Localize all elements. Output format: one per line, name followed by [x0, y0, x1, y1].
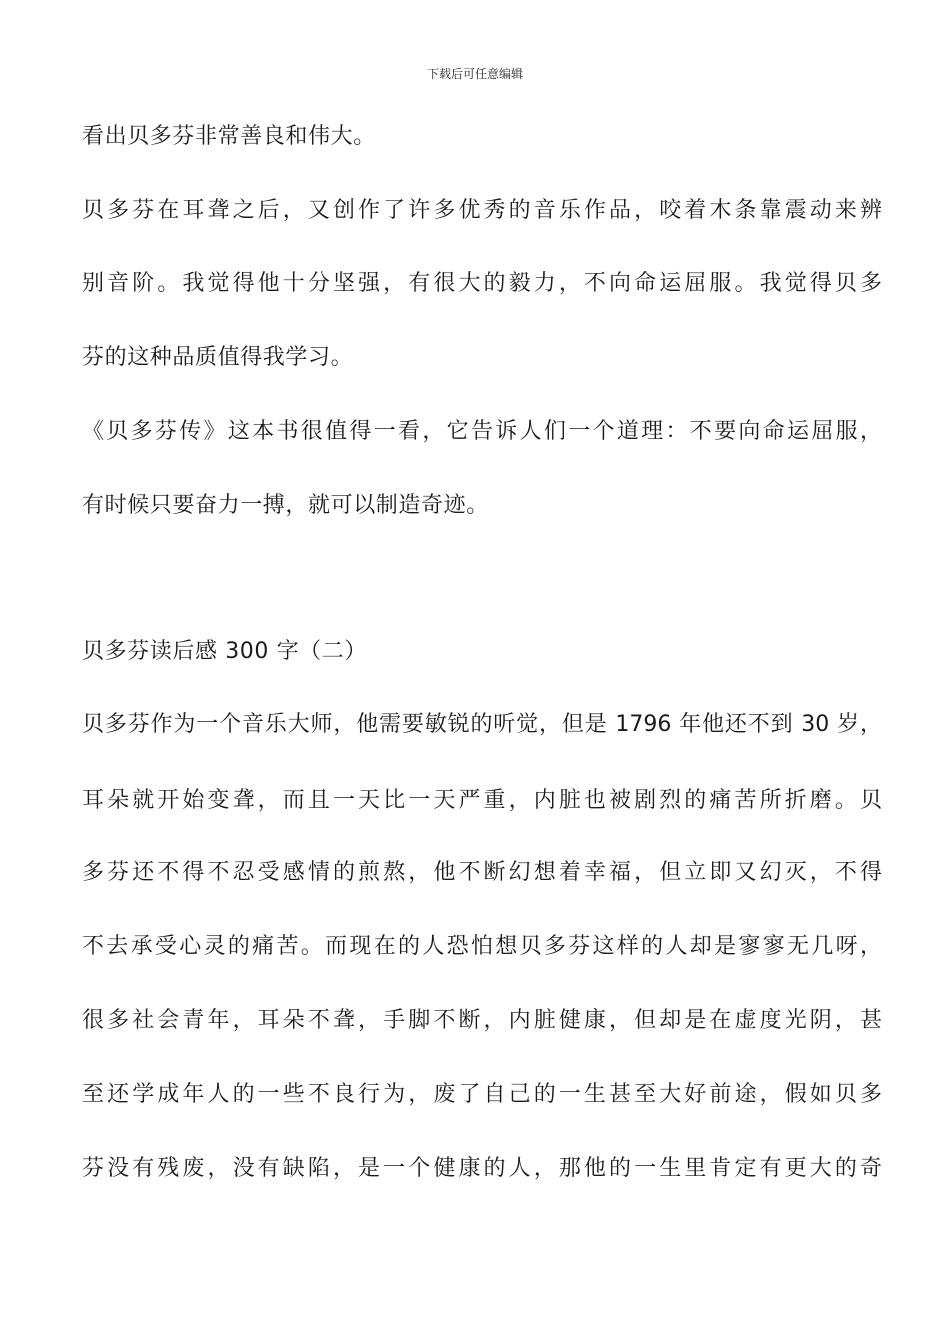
- section-heading: 贝多芬读后感 300 字（二）: [82, 639, 367, 664]
- paragraph-line: 看出贝多芬非常善良和伟大。: [82, 124, 376, 149]
- paragraph-line: 耳朵就开始变聋，而且一天比一天严重，内脏也被剧烈的痛苦所折磨。贝: [82, 788, 882, 813]
- paragraph-line: 贝多芬作为一个音乐大师，他需要敏锐的听觉，但是 1796 年他还不到 30 岁，: [82, 712, 882, 737]
- paragraph-line: 《贝多芬传》这本书很值得一看，它告诉人们一个道理：不要向命运屈服，: [82, 419, 882, 444]
- paragraph-line: 贝多芬在耳聋之后，又创作了许多优秀的音乐作品，咬着木条靠震动来辨: [82, 198, 882, 223]
- paragraph-line: 多芬还不得不忍受感情的煎熬，他不断幻想着幸福，但立即又幻灭，不得: [82, 860, 882, 885]
- paragraph-line: 不去承受心灵的痛苦。而现在的人恐怕想贝多芬这样的人却是寥寥无几呀，: [82, 934, 882, 959]
- page-header-note: 下载后可任意编辑: [426, 67, 523, 81]
- paragraph-line: 很多社会青年，耳朵不聋，手脚不断，内脏健康，但却是在虚度光阴，甚: [82, 1008, 882, 1033]
- paragraph-line: 芬没有残废，没有缺陷，是一个健康的人，那他的一生里肯定有更大的奇: [82, 1156, 882, 1181]
- paragraph-line: 至还学成年人的一些不良行为，废了自己的一生甚至大好前途，假如贝多: [82, 1082, 882, 1107]
- paragraph-line: 芬的这种品质值得我学习。: [82, 345, 354, 370]
- paragraph-line: 别音阶。我觉得他十分坚强，有很大的毅力，不向命运屈服。我觉得贝多: [82, 271, 882, 296]
- paragraph-line: 有时候只要奋力一搏，就可以制造奇迹。: [82, 493, 489, 518]
